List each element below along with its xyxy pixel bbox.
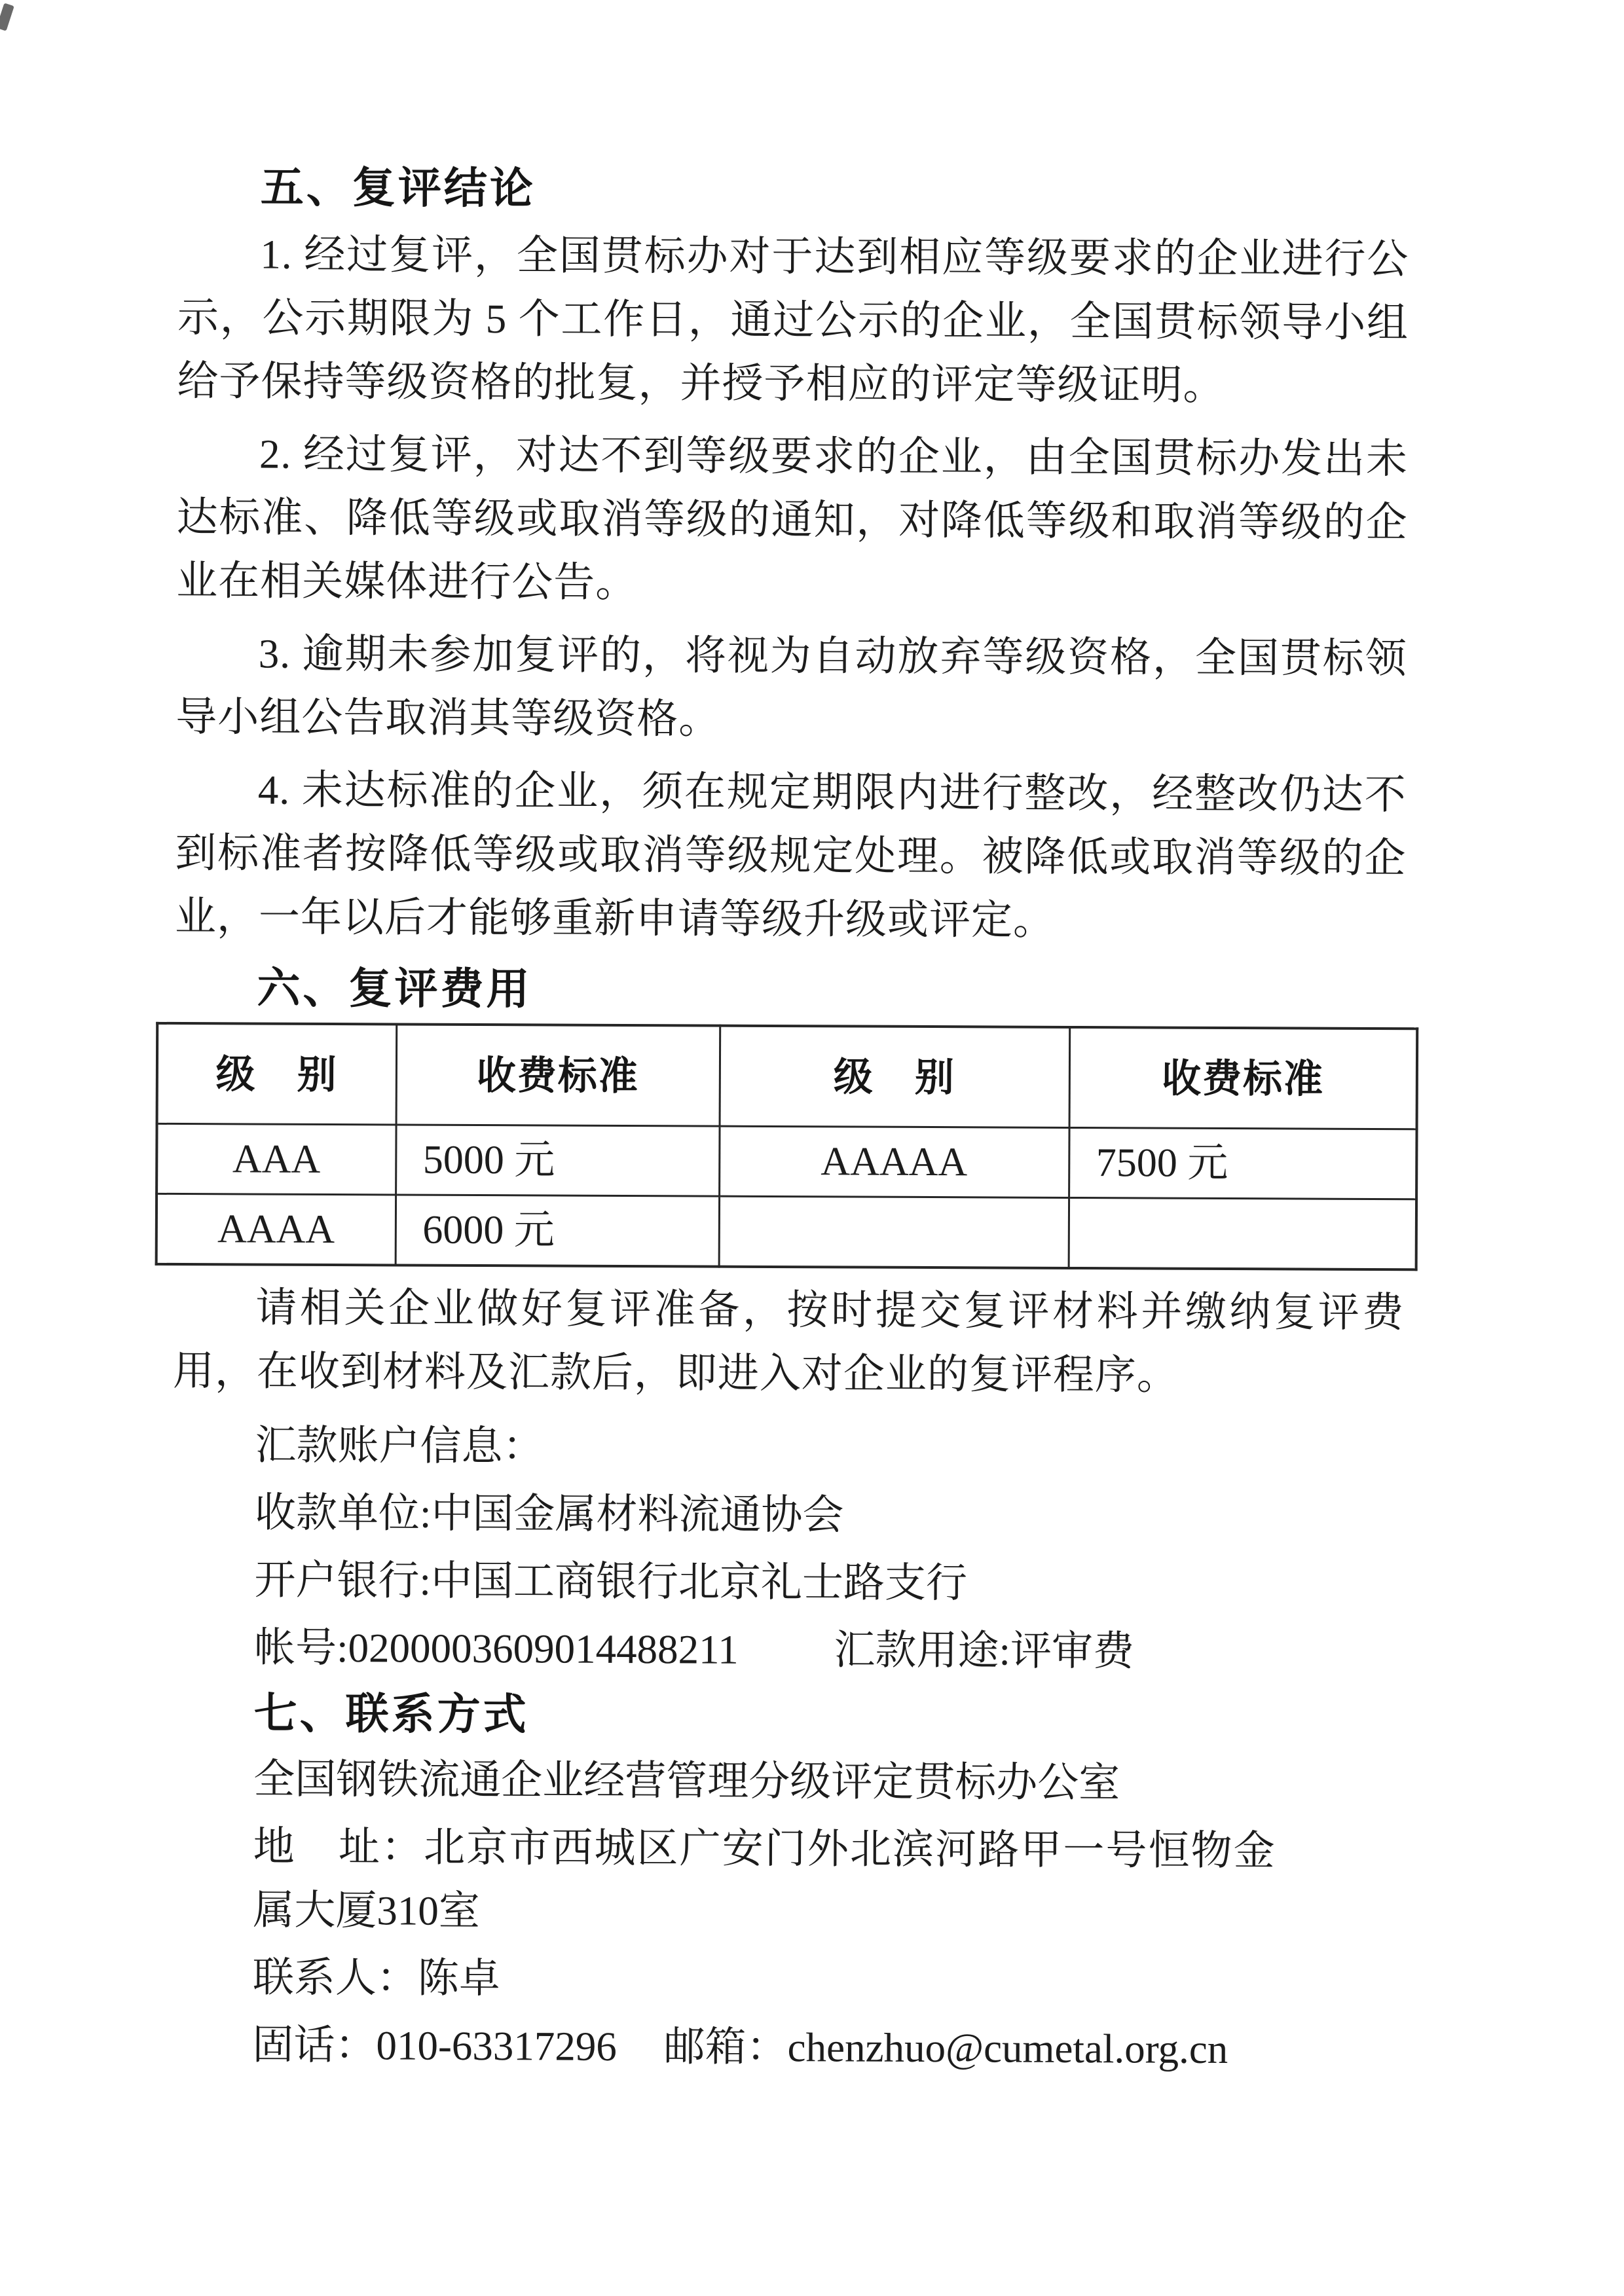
- paragraph-1: 1. 经过复评，全国贯标办对于达到相应等级要求的企业进行公示，公示期限为 5 个工作日，通过公示的企业，全国贯标领导小组给予保持等级资格的批复，并授予相应的评定等级证明。: [177, 231, 1409, 409]
- account-number: 帐号:0200003609014488211: [253, 1624, 739, 1673]
- section7-heading: 七、联系方式: [253, 1688, 529, 1739]
- payee-line: 收款单位:中国金属材料流通协会: [254, 1489, 844, 1539]
- fee-table-header-row: [157, 1023, 1418, 1129]
- fee-cell-level-aaaaa: AAAAA: [719, 1126, 1069, 1197]
- paragraph-3: 3. 逾期未参加复评的，将视为自动放弃等级资格，全国贯标领导小组公告取消其等级资格。: [175, 630, 1407, 742]
- section6-heading: 六、复评费用: [257, 963, 532, 1013]
- fee-col-header-level-left: 级 别: [157, 1023, 397, 1125]
- scan-artifact-speck: [0, 3, 14, 31]
- fee-cell-level-aaa: AAA: [157, 1123, 396, 1195]
- contact-person-line: 联系人：陈卓: [252, 1954, 501, 2002]
- paragraph-4: 4. 未达标准的企业，须在规定期限内进行整改，经整改仍达不到标准者按降低等级或取消等级规定处理。被降低或取消等级的企业，一年以后才能够重新申请等级升级或评定。: [174, 767, 1407, 943]
- office-name-line: 全国钢铁流通企业经营管理分级评定贯标办公室: [253, 1756, 1120, 1806]
- fee-cell-price-aaaa: 6000 元: [396, 1195, 719, 1267]
- fee-cell-empty-level: [719, 1196, 1069, 1268]
- remittance-purpose: 汇款用途:评审费: [834, 1627, 1135, 1675]
- fee-col-header-level-right: 级 别: [720, 1026, 1070, 1128]
- phone-number: 固话：010-63317296: [252, 2022, 618, 2069]
- remittance-title: 汇款账户信息：: [255, 1422, 544, 1470]
- fee-table-row-2: [157, 1194, 1416, 1269]
- fee-cell-empty-price: [1069, 1197, 1416, 1269]
- fee-col-header-standard-left: 收费标准: [396, 1024, 720, 1126]
- paragraph-2: 2. 经过复评，对达不到等级要求的企业，由全国贯标办发出未达标准、降低等级或取消等级的通知，对降低等级和取消等级的企业在相关媒体进行公告。: [176, 431, 1409, 606]
- fee-cell-price-aaa: 5000 元: [396, 1125, 719, 1196]
- email-address: 邮箱：chenzhuo@cumetal.org.cn: [663, 2024, 1228, 2073]
- account-purpose-line: [172, 1616, 1403, 1685]
- fee-table-row-1: [157, 1123, 1416, 1199]
- fee-col-header-standard-right: 收费标准: [1069, 1027, 1418, 1129]
- section5-heading: 五、复评结论: [260, 162, 536, 213]
- note-paragraph: 请相关企业做好复评准备，按时提交复评材料并缴纳复评费用，在收到材料及汇款后，即进入对企业的复评程序。: [172, 1285, 1405, 1398]
- document-content: [170, 157, 1409, 2086]
- fee-cell-price-aaaaa: 7500 元: [1069, 1127, 1416, 1199]
- fee-cell-level-aaaa: AAAA: [157, 1194, 396, 1265]
- bank-line: 开户银行:中国工商银行北京礼士路支行: [254, 1557, 968, 1607]
- fee-table: [155, 1022, 1419, 1271]
- phone-email-line: [170, 2013, 1401, 2082]
- address-line: 地 址：北京市西城区广安门外北滨河路甲一号恒物金属大厦310室: [253, 1823, 1275, 1935]
